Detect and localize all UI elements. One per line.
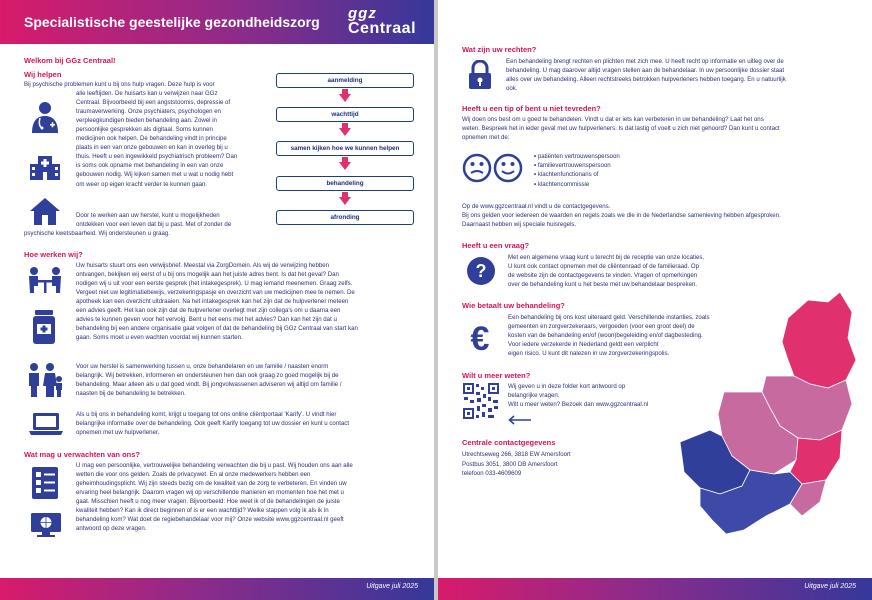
contact-heading: Centrale contactgegevens <box>462 438 556 447</box>
flow-step-samen-kijken: samen kijken hoe we kunnen helpen <box>276 141 414 156</box>
tip-line: weten. Bespreek het in ieder geval met uw hulpverleners. Is dat lastig of voelt u zich niet gehoord? Dan kunt u contact <box>462 125 780 133</box>
flow-step-afronding: afronding <box>276 210 414 225</box>
help-line: traumaverwerking. Onze psychiaters, psychologen en <box>76 108 221 116</box>
how-text <box>76 261 421 342</box>
help-line: is soms ook opname met behandeling in een van onze <box>76 162 224 170</box>
svg-text:?: ? <box>475 261 487 281</box>
help-heading: Wij helpen <box>24 70 62 79</box>
how-line: behandeling bij een andere organisatie gaat volgen of dat de behandeling bij GGz Centraal van start kan <box>76 325 358 333</box>
pay-line: eigen risico. U kunt dit nalezen in uw zorgverzekeringspolis. <box>508 350 670 358</box>
doctor-icon <box>28 100 62 134</box>
family-line: naasten bij de behandeling te betrekken. <box>76 390 186 398</box>
region-map <box>670 280 860 560</box>
tip2-line: Bij ons gelden voor iedereen de waarden en regels zoals we die in de Nederlandse samenleving hebben afgesproken. <box>462 212 781 220</box>
header-banner <box>0 0 434 44</box>
how-line: ontvangen, bekijken wij eerst of u bij ons mogelijk aan het juiste adres bent. Is dat het geval? Dan <box>76 271 339 279</box>
edition-label: Uitgave juli 2025 <box>804 583 856 590</box>
expect-line: gaat. Misschien heeft u nog meer vragen. Bijvoorbeeld: Hoe weet ik of de behandelingen de juiste <box>76 498 340 506</box>
expect-line: ervaring heel belangrijk. Daarom vragen wij op verschillende manieren en momenten hoe het met u <box>76 489 344 497</box>
help-line: persoonlijke gesprekken als digitaal. Soms kunnen <box>76 126 213 134</box>
family-icon <box>26 362 64 398</box>
list-item: • familievertrouwenspersoon <box>534 161 620 170</box>
how-line: apotheek kan een overzicht uitdraaien. Na het intakegesprek kan het zijn dat de hulpverlener meteen <box>76 298 349 306</box>
more-line: belangrijke vragen. <box>508 392 560 400</box>
tip-heading: Heeft u een tip of bent u niet tevreden? <box>462 104 601 113</box>
website-icon <box>28 512 64 538</box>
how-heading: Hoe werken wij? <box>24 250 83 259</box>
how-line: Uw huisarts stuurt ons een verwijsbrief. Meestal via ZorgDomein. Als wij de verwijzing hebben <box>76 262 329 269</box>
help2-line: psychische kwetsbaarheid. Wij ondersteunen u graag. <box>24 230 170 237</box>
home-icon <box>28 196 62 226</box>
laptop-icon <box>28 412 64 436</box>
footer-banner <box>0 578 434 600</box>
expect-line: kwaliteit hebben? Kan ik direct beginnen of is er een wachttijd? Welke stappen volg ik als ik in <box>76 507 329 515</box>
help-line: plaats in een van onze gebouwen en kan in overleg bij u <box>76 144 228 152</box>
logo-line1: ggz <box>348 5 377 22</box>
page-title: Specialistische geestelijke gezondheidszorg <box>24 14 320 30</box>
page-right <box>438 0 872 600</box>
flow-step-behandeling: behandeling <box>276 176 414 191</box>
welcome-heading: Welkom bij GGz Centraal! <box>24 56 116 65</box>
footer-banner <box>438 578 872 600</box>
rights-line: alles over uw behandeling. Alleen rechtstreeks betrokken hulpverleners hebben toegang. En u natuurlijk <box>506 76 786 84</box>
help-line: Centraal. Bijvoorbeeld bij een angststoornis, depressie of <box>76 99 231 107</box>
portal-line: Als u bij ons in behandeling komt, krijgt u toegang tot ons online cliëntportaal 'Karify'. U vindt hier <box>76 411 337 418</box>
family-text <box>76 362 421 398</box>
rights-line: ook. <box>506 85 518 93</box>
lock-icon <box>468 60 492 90</box>
flow-arrow <box>339 128 351 136</box>
how-line: nodigen wij u uit voor een eerste gesprek (het intakegesprek). U mag iemand meenemen. Graag zelfs. <box>76 280 353 288</box>
edition-label: Uitgave juli 2025 <box>366 583 418 590</box>
expect-heading: Wat mag u verwachten van ons? <box>24 450 140 459</box>
contact-postbox: Postbus 3051, 3800 DB Amersfoort <box>462 460 558 468</box>
how-line: gaan. Soms moet u even wachten voordat wij kunnen starten. <box>76 334 243 342</box>
flow-step-wachttijd: wachttijd <box>276 107 414 122</box>
portal-line: belangrijke informatie over de behandeling. Ook geeft Karify toegang tot uw dossier en kunt u contact <box>76 420 350 428</box>
page-left <box>0 0 434 600</box>
question-line: Met een algemene vraag kunt u terecht bij de receptie van onze locaties. <box>508 254 705 261</box>
question-line: U kunt ook contact opnemen met de cliëntenraad of de familieraad. Op <box>508 263 700 271</box>
more-line: Wilt u meer weten? Bezoek dan www.ggzcentraal.nl <box>508 401 649 409</box>
expect-line: geheimhoudingsplicht. Wij zijn steeds bezig om de kwaliteit van de zorg te verbeteren. En vinden uw <box>76 480 347 488</box>
checklist-icon <box>30 466 60 500</box>
more-heading: Wilt u meer weten? <box>462 371 531 380</box>
list-item: • patiënten vertrouwenspersoon <box>534 152 620 161</box>
contact-phone[interactable]: telefoon 033-4609609 <box>462 470 522 478</box>
medication-icon <box>30 310 58 346</box>
help-line: om weer op eigen kracht verder te kunnen gaan. <box>76 180 208 188</box>
flow-step-aanmelding: aanmelding <box>276 73 414 88</box>
tip2-line: Daarnaast hebben wij speciale huisregels. <box>462 221 577 229</box>
flow-arrow <box>339 197 351 205</box>
expect-text <box>76 461 421 533</box>
help-line: gebouwen nodig. Wij kijken samen met u wat u nodig hebt <box>76 171 234 179</box>
hospital-icon <box>28 150 62 180</box>
help2-line: Door te werken aan uw herstel, kunt u mogelijkheden <box>76 212 220 219</box>
tip-text-2 <box>462 202 862 229</box>
tip2-line: Op de www.ggzcentraal.nl vindt u de contactgegevens. <box>462 203 611 210</box>
expect-line: U mag een persoonlijke, vertrouwelijke behandeling verwachten die bij u past. Wij houden ons aan alle <box>76 462 353 469</box>
tip-line: Wij doen ons best om u goed te behandelen. Vindt u dat er iets kan verbeteren in uw behandeling? Laat het ons <box>462 116 764 123</box>
list-item: • klachtencommissie <box>534 180 620 189</box>
portal-line: opnemen met uw hulpverlener. <box>76 429 160 437</box>
contact-address: Utrechtseweg 266, 3818 EW Amersfoort <box>462 451 571 458</box>
pay-line: kosten van de behandeling en/of (woon)begeleiding en/of dagbesteding. <box>508 332 703 340</box>
family-line: Voor uw herstel is samenwerking tussen u, onze behandelaren en uw familie / naasten enorm <box>76 363 329 370</box>
expect-line: behandeling kom? Wat doet de regiebehandelaar voor mij? Onze website www.ggzcentraal.nl geeft <box>76 516 344 524</box>
help-text-2 <box>76 211 276 229</box>
smiley-faces-icon <box>462 152 524 184</box>
ggz-centraal-logo <box>348 6 416 36</box>
question-line: de website zijn de contactgegevens te vinden. Vragen of opmerkingen <box>508 272 698 280</box>
logo-line2: Centraal <box>348 20 417 37</box>
question-line: over de behandeling kunt u het beste met uw behandelaar bespreken. <box>508 281 698 289</box>
question-icon <box>466 256 496 286</box>
more-line: Wij geven u in deze folder kort antwoord op <box>508 383 626 390</box>
how-line: Vergeet niet uw legitimatiebewijs, verzekeringspasje en overzicht van uw medicijnen mee te nemen. De <box>76 289 355 297</box>
rights-line: behandeling. U mag daarover altijd vragen stellen aan de behandelaar. In uw persoonlijke dossier staat <box>506 67 785 75</box>
tip-text <box>462 115 862 142</box>
family-line: behandeling. Maar alleen als u dat goed vindt. Bij jongvolwassenen adviseren wij altijd om familie / <box>76 381 342 389</box>
flow-arrow <box>339 162 351 170</box>
meeting-icon <box>26 266 64 294</box>
arrow-left-icon <box>508 415 532 425</box>
svg-text:€: € <box>470 320 490 356</box>
rights-text <box>506 57 858 93</box>
how-line: een advies geeft. Het kan ook zijn dat de hulpverlener overlegt met zijn collega's om u daarna een <box>76 307 341 315</box>
list-item: • klachtenfunctionaris of <box>534 170 620 179</box>
qr-code[interactable] <box>462 382 500 420</box>
rights-line: Een behandeling brengt rechten en plichten met zich mee. U heeft recht op informatie en uitleg over de <box>506 58 784 65</box>
help-line: medicijnen ook helpen. De behandeling vindt in principe <box>76 135 227 143</box>
euro-icon <box>466 320 494 356</box>
help-line: verpleegkundigen bieden behandeling aan. Zowel in <box>76 117 217 125</box>
tip-line: opnemen met de: <box>462 134 510 142</box>
pay-line: Een behandeling bij ons kost uiteraard geld. Verschillende instanties, zoals <box>508 314 710 321</box>
expect-line: antwoord op deze vragen. <box>76 525 147 533</box>
help-line: thuis. Heeft u een ingewikkeld psychiatrisch probleem? Dan <box>76 153 238 161</box>
map-region-north <box>782 292 856 388</box>
family-line: belangrijk. Wij betrekken, informeren en ondersteunen hen dan ook graag zo goed mogelijk bij de <box>76 372 339 380</box>
tip-bullet-list <box>534 152 620 189</box>
flow-arrow <box>339 94 351 102</box>
pay-heading: Wie betaalt uw behandeling? <box>462 301 565 310</box>
help-line: alle leeftijden. De huisarts kan u verwijzen naar GGz <box>76 90 218 98</box>
question-heading: Heeft u een vraag? <box>462 241 530 250</box>
pay-line: gemeenten en zorgverzekeraars, vergoeden (voor een groot deel) de <box>508 323 695 331</box>
help2-line: ontdekken voor een leven dat bij u past. Met of zonder de <box>76 221 232 229</box>
help-line: Bij psychische problemen kunt u bij ons hulp vragen. Deze hulp is voor <box>24 81 215 88</box>
rights-heading: Wat zijn uw rechten? <box>462 45 537 54</box>
expect-line: wetten die voor ons gelden. Zoals de privacywet. En al onze medewerkers hebben een <box>76 471 311 479</box>
contact-details <box>462 450 662 479</box>
portal-text <box>76 410 421 437</box>
how-line: advies te kunnen geven voor het vervolg. Bent u het eens met het advies? Dan kan het zijn dat u <box>76 316 337 324</box>
pay-line: Voor iedere verzekerde in Nederland geldt een verplicht <box>508 341 659 349</box>
